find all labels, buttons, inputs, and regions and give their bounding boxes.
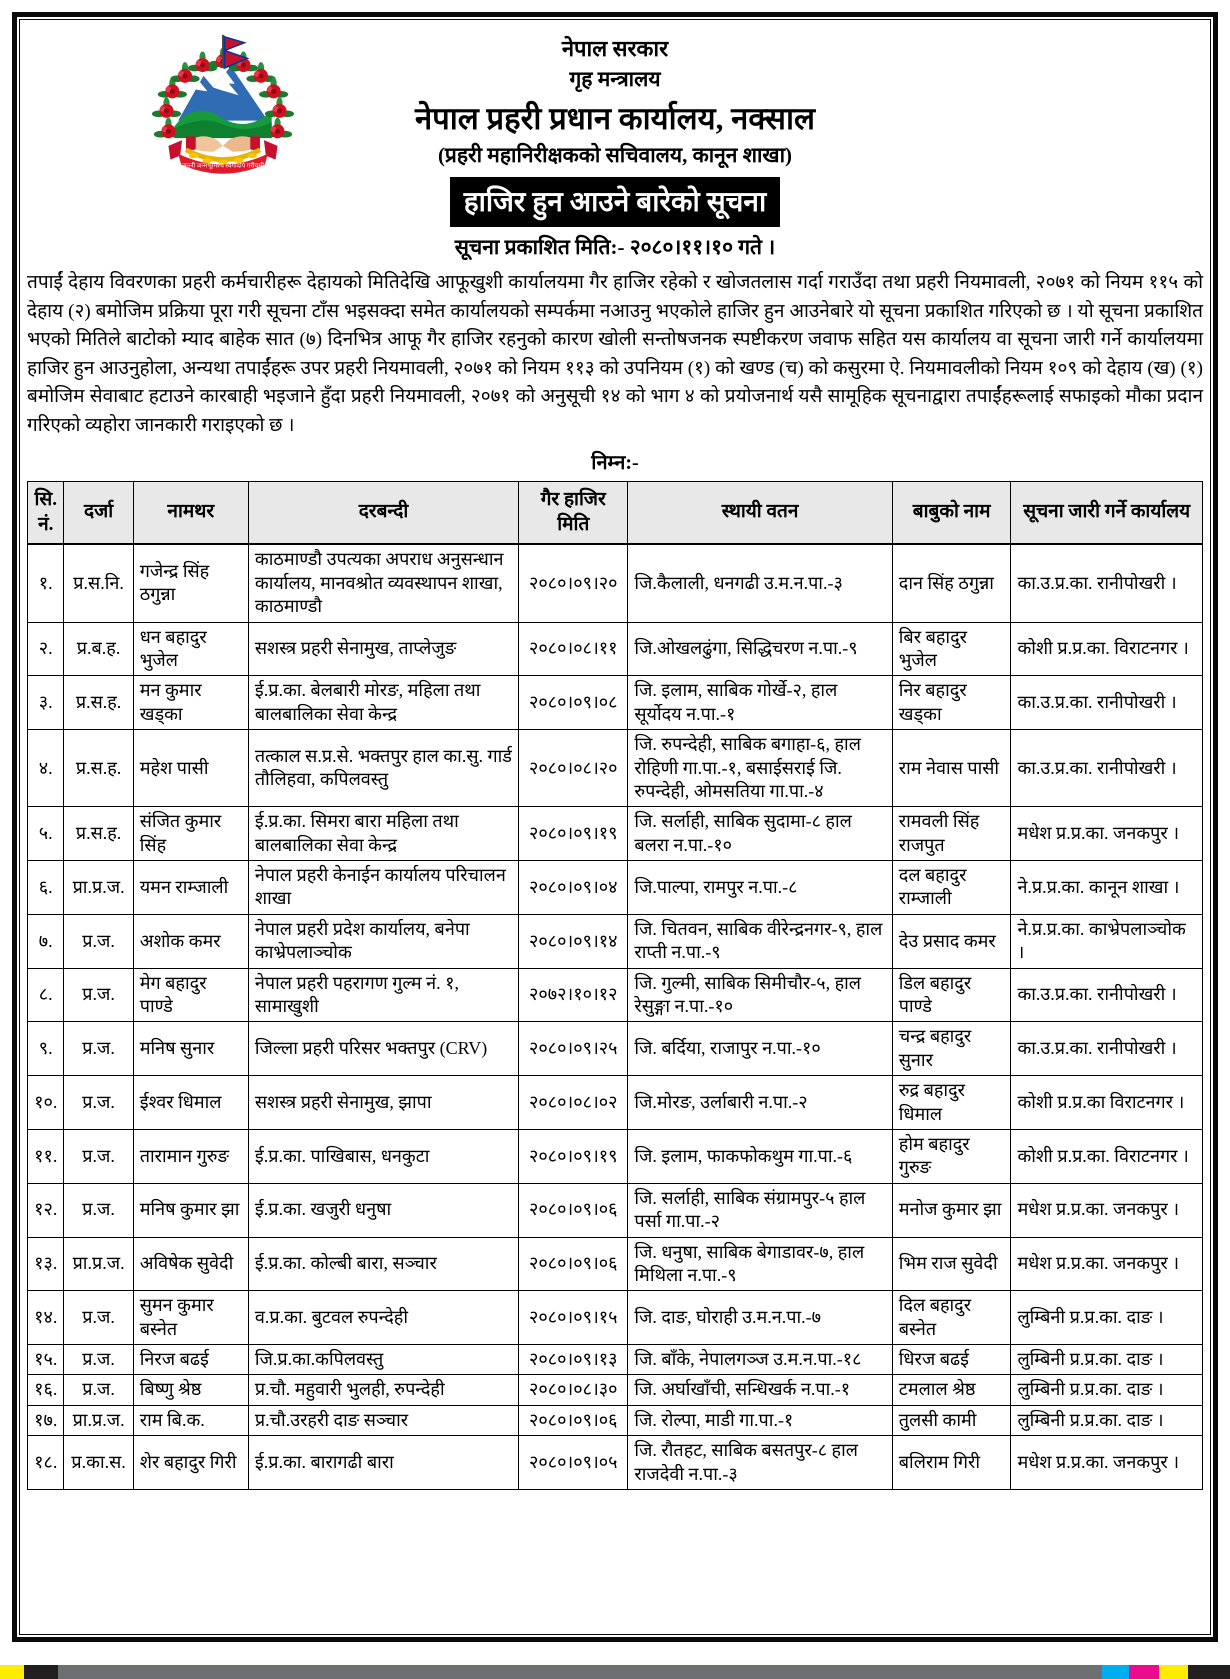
document-border-frame <box>12 12 1218 1642</box>
column-header: सि. नं. <box>28 482 64 545</box>
table-row <box>28 1129 1203 1183</box>
table-cell: प्र.स.ह. <box>64 676 133 730</box>
table-cell: २०८०।०८।२० <box>519 730 628 807</box>
table-row <box>28 968 1203 1022</box>
table-cell: १३. <box>28 1237 64 1291</box>
column-header: दर्जा <box>64 482 133 545</box>
table-cell: रामवली सिंह राजपुत <box>892 807 1011 861</box>
table-cell: प्रा.प्र.ज. <box>64 1405 133 1435</box>
table-cell: प्र.चौ. महुवारी भुलही, रुपन्देही <box>248 1375 518 1405</box>
table-cell: प्र.ज. <box>64 1291 133 1345</box>
table-cell: दिल बहादुर बस्नेत <box>892 1291 1011 1345</box>
table-cell: जि.मोरङ, उर्लाबारी न.पा.-२ <box>628 1076 892 1130</box>
table-cell: २०८०।०९।१५ <box>519 1291 628 1345</box>
table-cell: डिल बहादुर पाण्डे <box>892 968 1011 1022</box>
table-cell: २०८०।०८।३० <box>519 1375 628 1405</box>
table-cell: ई.प्र.का. खजुरी धनुषा <box>248 1183 518 1237</box>
table-cell: जि. रोल्पा, माडी गा.पा.-१ <box>628 1405 892 1435</box>
table-cell: जि.पाल्पा, रामपुर न.पा.-८ <box>628 861 892 915</box>
table-cell: ने.प्र.प्र.का. कानून शाखा । <box>1011 861 1203 915</box>
table-row <box>28 1291 1203 1345</box>
table-cell: प्र.ज. <box>64 914 133 968</box>
table-cell: २०८०।०९।१९ <box>519 1129 628 1183</box>
table-cell: २०८०।०९।०५ <box>519 1436 628 1490</box>
table-cell: गजेन्द्र सिंह ठगुन्ना <box>133 544 248 622</box>
table-row <box>28 1436 1203 1490</box>
table-cell: जि. बर्दिया, राजापुर न.पा.-१० <box>628 1022 892 1076</box>
table-cell: २०८०।०९।०४ <box>519 861 628 915</box>
table-cell: २०७२।१०।१२ <box>519 968 628 1022</box>
table-cell: अविषेक सुवेदी <box>133 1237 248 1291</box>
table-cell: का.उ.प्र.का. रानीपोखरी । <box>1011 730 1203 807</box>
table-cell: कोशी प्र.प्र.का. विराटनगर । <box>1011 622 1203 676</box>
table-cell: व.प्र.का. बुटवल रुपन्देही <box>248 1291 518 1345</box>
table-cell: निर बहादुर खड्का <box>892 676 1011 730</box>
table-cell: लुम्बिनी प्र.प्र.का. दाङ । <box>1011 1375 1203 1405</box>
table-cell: मनोज कुमार झा <box>892 1183 1011 1237</box>
table-cell: राम नेवास पासी <box>892 730 1011 807</box>
table-cell: लुम्बिनी प्र.प्र.का. दाङ । <box>1011 1345 1203 1375</box>
table-cell: बिष्णु श्रेष्ठ <box>133 1375 248 1405</box>
table-cell: शेर बहादुर गिरी <box>133 1436 248 1490</box>
emblem-motto: जननी जन्मभूमिश्च स्वर्गादपि गरीयसी <box>181 162 265 170</box>
table-cell: प्र.स.ह. <box>64 807 133 861</box>
table-cell: ७. <box>28 914 64 968</box>
table-cell: भिम राज सुवेदी <box>892 1237 1011 1291</box>
table-cell: ने.प्र.प्र.का. काभ्रेपलाञ्चोक । <box>1011 914 1203 968</box>
table-cell: १८. <box>28 1436 64 1490</box>
table-row <box>28 1405 1203 1435</box>
table-cell: सशस्त्र प्रहरी सेनामुख, झापा <box>248 1076 518 1130</box>
table-cell: जि. धनुषा, साबिक बेगाडावर-७, हाल मिथिला न.पा.-९ <box>628 1237 892 1291</box>
table-cell: प्र.स.ह. <box>64 730 133 807</box>
table-row <box>28 544 1203 622</box>
table-cell: प्र.चौ.उरहरी दाङ सञ्चार <box>248 1405 518 1435</box>
table-cell: संजित कुमार सिंह <box>133 807 248 861</box>
table-cell: ई.प्र.का. पाखिबास, धनकुटा <box>248 1129 518 1183</box>
table-cell: तत्काल स.प्र.से. भक्तपुर हाल का.सु. गार्ड तौलिहवा, कपिलवस्तु <box>248 730 518 807</box>
table-cell: १६. <box>28 1375 64 1405</box>
print-bar-segment <box>0 1665 24 1679</box>
table-cell: जि. चितवन, साबिक वीरेन्द्रनगर-९, हाल राप्ती न.पा.-९ <box>628 914 892 968</box>
table-cell: ८. <box>28 968 64 1022</box>
table-cell: ४. <box>28 730 64 807</box>
table-cell: चन्द्र बहादुर सुनार <box>892 1022 1011 1076</box>
table-cell: प्रा.प्र.ज. <box>64 1237 133 1291</box>
table-cell: का.उ.प्र.का. रानीपोखरी । <box>1011 676 1203 730</box>
table-cell: मेग बहादुर पाण्डे <box>133 968 248 1022</box>
table-row <box>28 861 1203 915</box>
table-cell: ईश्वर धिमाल <box>133 1076 248 1130</box>
print-bar-segment <box>1129 1665 1159 1679</box>
table-cell: जि. सर्लाही, साबिक सुदामा-८ हाल बलरा न.पा.-१० <box>628 807 892 861</box>
table-cell: प्र.ज. <box>64 1129 133 1183</box>
nepal-government-emblem-icon <box>145 31 301 181</box>
table-cell: १५. <box>28 1345 64 1375</box>
column-header: दरबन्दी <box>248 482 518 545</box>
table-cell: ५. <box>28 807 64 861</box>
published-date: सूचना प्रकाशित मिति:- २०८०।११।१० गते । <box>454 235 776 259</box>
table-cell: २०८०।०९।१४ <box>519 914 628 968</box>
table-cell: जि. सर्लाही, साबिक संग्रामपुर-५ हाल पर्सा गा.पा.-२ <box>628 1183 892 1237</box>
table-cell: जि. दाङ, घोराही उ.म.न.पा.-७ <box>628 1291 892 1345</box>
table-cell: २०८०।०९।०६ <box>519 1183 628 1237</box>
table-cell: १. <box>28 544 64 622</box>
table-cell: ई.प्र.का. कोल्बी बारा, सञ्चार <box>248 1237 518 1291</box>
column-header: नामथर <box>133 482 248 545</box>
table-cell: प्र.ज. <box>64 1375 133 1405</box>
table-cell: जि. इलाम, साबिक गोर्खे-२, हाल सूर्योदय न.पा.-१ <box>628 676 892 730</box>
table-cell: काठमाण्डौ उपत्यका अपराध अनुसन्धान कार्यालय, मानवश्रोत व्यवस्थापन शाखा, काठमाण्डौ <box>248 544 518 622</box>
print-bar-segment <box>1102 1665 1129 1679</box>
table-cell: होम बहादुर गुरुङ <box>892 1129 1011 1183</box>
table-cell: प्र.ज. <box>64 1076 133 1130</box>
table-cell: प्रा.प्र.ज. <box>64 861 133 915</box>
table-cell: २. <box>28 622 64 676</box>
list-label: निम्न:- <box>591 452 639 474</box>
table-cell: ई.प्र.का. बारागढी बारा <box>248 1436 518 1490</box>
table-cell: प्र.ज. <box>64 1345 133 1375</box>
table-cell: टमलाल श्रेष्ठ <box>892 1375 1011 1405</box>
table-cell: मधेश प्र.प्र.का. जनकपुर । <box>1011 1436 1203 1490</box>
table-cell: २०८०।०९।०८ <box>519 676 628 730</box>
table-cell: नेपाल प्रहरी प्रदेश कार्यालय, बनेपा काभ्रेपलाञ्चोक <box>248 914 518 968</box>
table-cell: राम बि.क. <box>133 1405 248 1435</box>
table-row <box>28 676 1203 730</box>
table-cell: प्र.ज. <box>64 968 133 1022</box>
table-cell: दान सिंह ठगुन्ना <box>892 544 1011 622</box>
table-cell: मधेश प्र.प्र.का. जनकपुर । <box>1011 1183 1203 1237</box>
ministry-name: गृह मन्त्रालय <box>569 67 661 91</box>
column-header: सूचना जारी गर्ने कार्यालय <box>1011 482 1203 545</box>
table-body <box>28 544 1203 1489</box>
table-cell: २०८०।०९।१९ <box>519 807 628 861</box>
table-cell: कोशी प्र.प्र.का विराटनगर । <box>1011 1076 1203 1130</box>
table-row <box>28 1345 1203 1375</box>
table-row <box>28 1022 1203 1076</box>
table-cell: यमन राम्जाली <box>133 861 248 915</box>
notice-title: हाजिर हुन आउने बारेको सूचना <box>450 177 780 227</box>
section-name: (प्रहरी महानिरीक्षकको सचिवालय, कानून शाखा) <box>437 143 793 167</box>
table-cell: प्र.स.नि. <box>64 544 133 622</box>
print-color-bar <box>0 1665 1230 1679</box>
print-bar-segment <box>1188 1665 1230 1679</box>
table-row <box>28 914 1203 968</box>
personnel-table <box>27 481 1203 1490</box>
table-cell: प्र.का.स. <box>64 1436 133 1490</box>
print-bar-segment <box>58 1665 1102 1679</box>
table-cell: ई.प्र.का. बेलबारी मोरङ, महिला तथा बालबालिका सेवा केन्द्र <box>248 676 518 730</box>
notice-body-paragraph: तपाईं देहाय विवरणका प्रहरी कर्मचारीहरू देहायको मितिदेखि आफूखुशी कार्यालयमा गैर हाजिर रहेको र खोजतलास गर्दा गराउँदा तथा प्रहरी नियमावली, २०७१ को नियम ११५ को देहाय (२) बमोजिम प्रक्रिया पूरा गरी सूचना टाँस भइसक्दा समेत कार्यालयको सम्पर्कमा नआउनु भएकोले हाजिर हुन आउनेबारे यो सूचना प्रकाशित गरिएको छ । यो सूचना प्रकाशित भएको मितिले बाटोको म्याद बाहेक सात (७) दिनभित्र आफू गैर हाजिर रहनुको कारण खोली सन्तोषजनक स्पष्टीकरण जवाफ सहित यस कार्यालय वा सूचना जारी गर्ने कार्यालयमा हाजिर हुन आउनुहोला, अन्यथा तपाईंहरू उपर प्रहरी नियमावली, २०७१ को नियम ११३ को उपनियम (१) को खण्ड (च) को कसुरमा ऐ. नियमावलीको नियम १०९ को देहाय (ख) (१) बमोजिम सेवाबाट हटाउने कारबाही भइजाने हुँदा प्रहरी नियमावली, २०७१ को अनुसूची १४ को भाग ४ को प्रयोजनार्थ यसै सामूहिक सूचनाद्वारा तपाईंहरूलाई सफाइको मौका प्रदान गरिएको व्यहोरा जानकारी गराइएको छ । <box>27 272 1203 436</box>
column-header: गैर हाजिर मिति <box>519 482 628 545</box>
table-cell: बलिराम गिरी <box>892 1436 1011 1490</box>
table-cell: ९. <box>28 1022 64 1076</box>
table-row <box>28 1237 1203 1291</box>
table-cell: जि.प्र.का.कपिलवस्तु <box>248 1345 518 1375</box>
table-cell: धन बहादुर भुजेल <box>133 622 248 676</box>
table-cell: २०८०।०९।१३ <box>519 1345 628 1375</box>
table-cell: मन कुमार खड्का <box>133 676 248 730</box>
table-cell: १४. <box>28 1291 64 1345</box>
table-cell: धिरज बढई <box>892 1345 1011 1375</box>
table-cell: तारामान गुरुङ <box>133 1129 248 1183</box>
table-cell: तुलसी कामी <box>892 1405 1011 1435</box>
column-header: स्थायी वतन <box>628 482 892 545</box>
table-cell: लुम्बिनी प्र.प्र.का. दाङ । <box>1011 1291 1203 1345</box>
table-cell: १७. <box>28 1405 64 1435</box>
table-cell: प्र.ज. <box>64 1022 133 1076</box>
table-row <box>28 622 1203 676</box>
table-cell: निरज बढई <box>133 1345 248 1375</box>
table-cell: २०८०।०९।०६ <box>519 1405 628 1435</box>
table-cell: २०८०।०९।०६ <box>519 1237 628 1291</box>
table-row <box>28 1183 1203 1237</box>
table-row <box>28 1375 1203 1405</box>
table-row <box>28 730 1203 807</box>
table-cell: कोशी प्र.प्र.का. विराटनगर । <box>1011 1129 1203 1183</box>
table-cell: देउ प्रसाद कमर <box>892 914 1011 968</box>
table-cell: प्र.ज. <box>64 1183 133 1237</box>
government-name: नेपाल सरकार <box>561 36 669 61</box>
table-cell: २०८०।०९।२५ <box>519 1022 628 1076</box>
table-cell: रुद्र बहादुर धिमाल <box>892 1076 1011 1130</box>
table-cell: मधेश प्र.प्र.का. जनकपुर । <box>1011 1237 1203 1291</box>
table-cell: लुम्बिनी प्र.प्र.का. दाङ । <box>1011 1405 1203 1435</box>
table-cell: १०. <box>28 1076 64 1130</box>
table-cell: जि. रुपन्देही, साबिक बगाहा-६, हाल रोहिणी गा.पा.-१, बसाईसराई जि. रुपन्देही, ओमसतिया गा.पा.-४ <box>628 730 892 807</box>
table-cell: नेपाल प्रहरी केनाईन कार्यालय परिचालन शाखा <box>248 861 518 915</box>
table-cell: २०८०।०८।०२ <box>519 1076 628 1130</box>
table-cell: ११. <box>28 1129 64 1183</box>
table-cell: जि.ओखलढुंगा, सिद्धिचरण न.पा.-९ <box>628 622 892 676</box>
table-cell: अशोक कमर <box>133 914 248 968</box>
table-cell: ६. <box>28 861 64 915</box>
print-bar-segment <box>24 1665 58 1679</box>
table-cell: का.उ.प्र.का. रानीपोखरी । <box>1011 1022 1203 1076</box>
table-cell: बिर बहादुर भुजेल <box>892 622 1011 676</box>
table-cell: सशस्त्र प्रहरी सेनामुख, ताप्लेजुङ <box>248 622 518 676</box>
office-name: नेपाल प्रहरी प्रधान कार्यालय, नक्साल <box>414 101 816 136</box>
table-cell: का.उ.प्र.का. रानीपोखरी । <box>1011 544 1203 622</box>
table-cell: जि. गुल्मी, साबिक सिमीचौर-५, हाल रेसुङ्गा न.पा.-१० <box>628 968 892 1022</box>
print-bar-segment <box>1159 1665 1188 1679</box>
table-cell: मनिष सुनार <box>133 1022 248 1076</box>
table-cell: नेपाल प्रहरी पहरागण गुल्म नं. १, सामाखुशी <box>248 968 518 1022</box>
table-cell: प्र.ब.ह. <box>64 622 133 676</box>
table-header-row <box>28 482 1203 545</box>
table-cell: जिल्ला प्रहरी परिसर भक्तपुर (CRV) <box>248 1022 518 1076</box>
table-cell: सुमन कुमार बस्नेत <box>133 1291 248 1345</box>
table-cell: का.उ.प्र.का. रानीपोखरी । <box>1011 968 1203 1022</box>
table-cell: दल बहादुर राम्जाली <box>892 861 1011 915</box>
table-row <box>28 1076 1203 1130</box>
table-cell: २०८०।०९।२० <box>519 544 628 622</box>
table-cell: मनिष कुमार झा <box>133 1183 248 1237</box>
table-cell: १२. <box>28 1183 64 1237</box>
table-cell: जि.कैलाली, धनगढी उ.म.न.पा.-३ <box>628 544 892 622</box>
table-cell: जि. बाँके, नेपालगञ्ज उ.म.न.पा.-१८ <box>628 1345 892 1375</box>
table-cell: ई.प्र.का. सिमरा बारा महिला तथा बालबालिका सेवा केन्द्र <box>248 807 518 861</box>
table-cell: महेश पासी <box>133 730 248 807</box>
table-cell: ३. <box>28 676 64 730</box>
table-cell: २०८०।०८।११ <box>519 622 628 676</box>
table-cell: जि. इलाम, फाकफोकथुम गा.पा.-६ <box>628 1129 892 1183</box>
table-row <box>28 807 1203 861</box>
column-header: बाबुको नाम <box>892 482 1011 545</box>
table-cell: जि. रौतहट, साबिक बसतपुर-८ हाल राजदेवी न.पा.-३ <box>628 1436 892 1490</box>
table-cell: जि. अर्घाखाँची, सन्धिखर्क न.पा.-१ <box>628 1375 892 1405</box>
table-cell: मधेश प्र.प्र.का. जनकपुर । <box>1011 807 1203 861</box>
